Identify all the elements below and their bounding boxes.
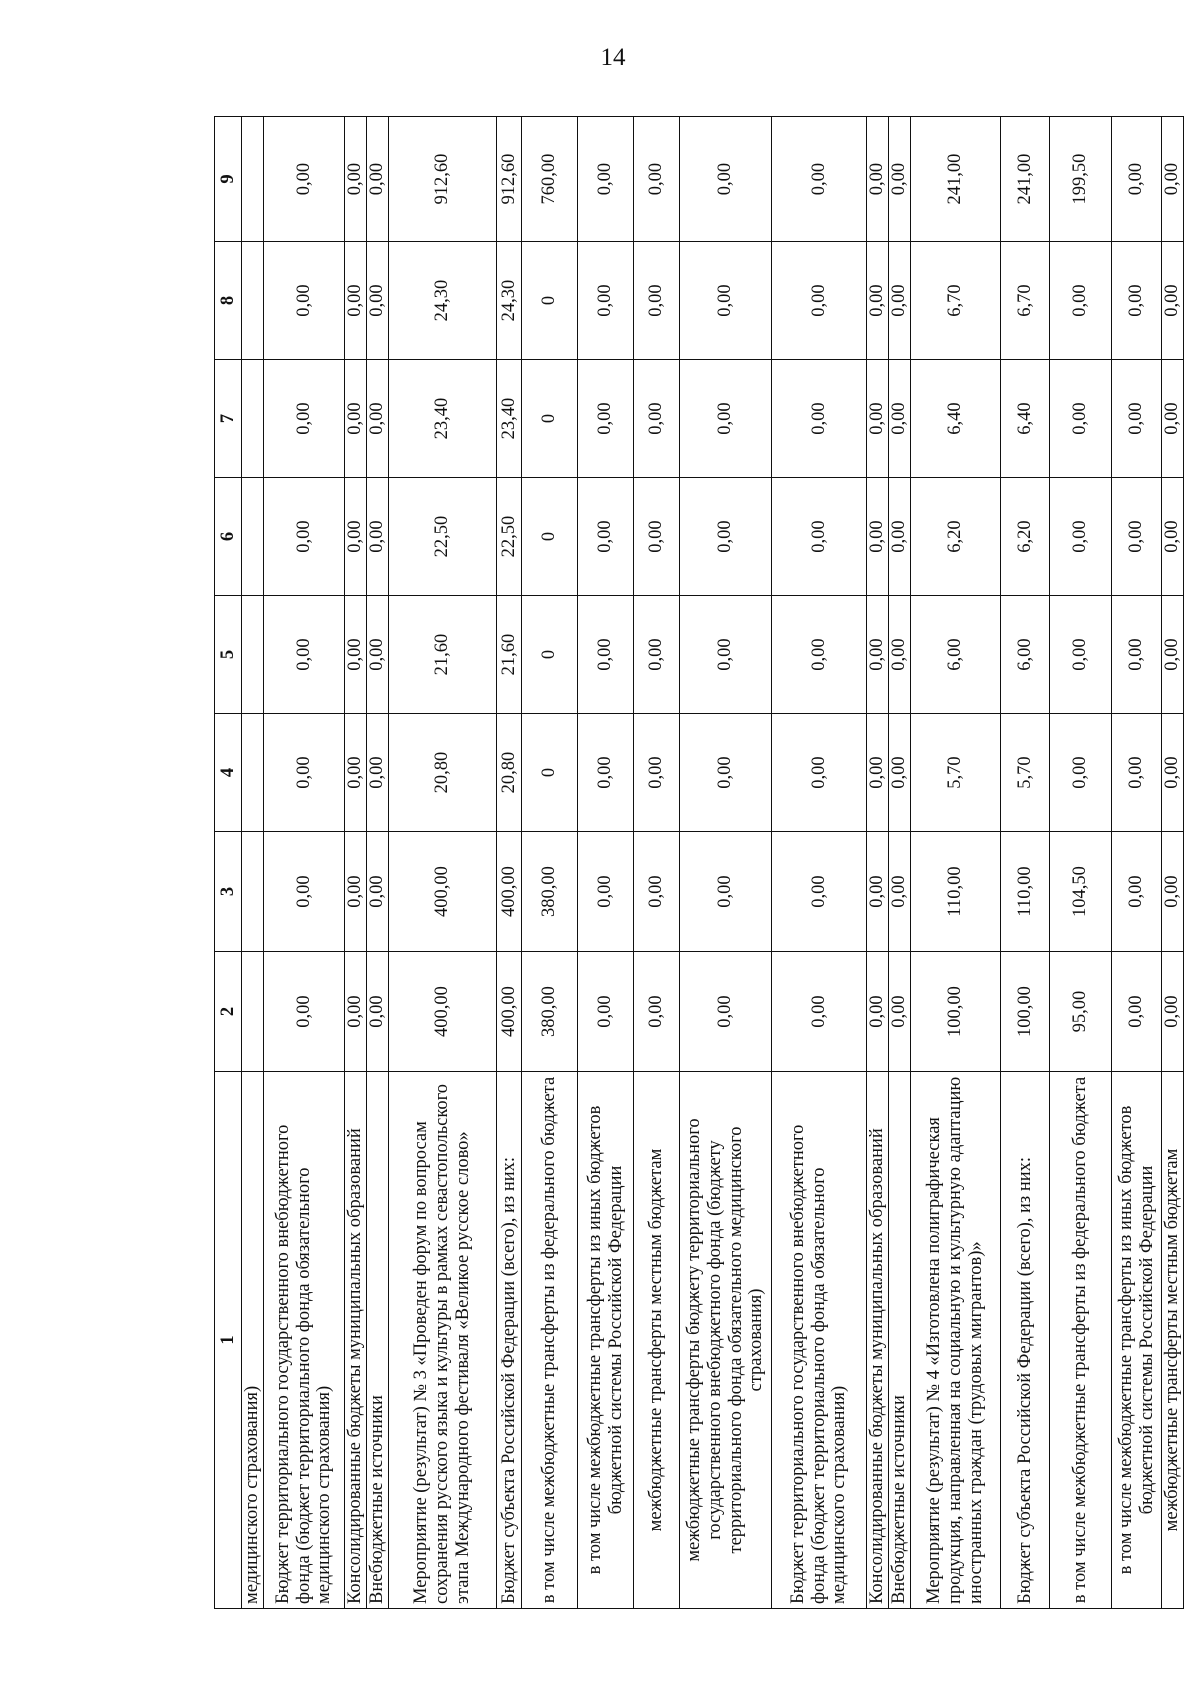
row-label: в том числе межбюджетные трансферты из иных бюджетов бюджетной системы Российской Федерации [1112, 1072, 1162, 1609]
value-cell: 0,00 [634, 478, 680, 596]
value-cell: 0,00 [1112, 242, 1162, 360]
value-cell: 6,70 [911, 242, 1001, 360]
value-cell: 20,80 [497, 714, 522, 832]
column-header: 3 [215, 832, 242, 952]
rotated-table-container [214, 117, 1181, 1609]
value-cell: 0,00 [578, 117, 634, 242]
row-label: в том числе межбюджетные трансферты из иных бюджетов бюджетной системы Российской Федерации [578, 1072, 634, 1609]
value-cell: 104,50 [1050, 832, 1112, 952]
value-cell: 0,00 [1112, 714, 1162, 832]
value-cell: 0,00 [680, 596, 772, 714]
value-cell: 0,00 [345, 478, 367, 596]
value-cell: 0,00 [367, 242, 389, 360]
value-cell: 0,00 [578, 952, 634, 1072]
row-label: Внебюджетные источники [367, 1072, 389, 1609]
value-cell: 6,40 [911, 360, 1001, 478]
value-cell: 0,00 [578, 832, 634, 952]
value-cell: 0,00 [1050, 242, 1112, 360]
budget-table [214, 116, 1184, 1609]
value-cell: 0,00 [680, 832, 772, 952]
value-cell: 23,40 [389, 360, 497, 478]
value-cell: 110,00 [1001, 832, 1050, 952]
table-row [889, 117, 911, 1609]
value-cell: 0,00 [264, 360, 345, 478]
value-cell: 6,00 [911, 596, 1001, 714]
value-cell: 95,00 [1050, 952, 1112, 1072]
value-cell: 0,00 [1162, 832, 1184, 952]
row-label: медицинского страхования) [242, 1072, 264, 1609]
value-cell [242, 714, 264, 832]
value-cell: 6,20 [911, 478, 1001, 596]
value-cell: 0,00 [1112, 117, 1162, 242]
value-cell: 0,00 [634, 952, 680, 1072]
table-row [1112, 117, 1162, 1609]
value-cell: 24,30 [497, 242, 522, 360]
value-cell: 0,00 [889, 596, 911, 714]
value-cell [242, 952, 264, 1072]
row-label: Внебюджетные источники [889, 1072, 911, 1609]
value-cell: 0 [522, 242, 578, 360]
value-cell: 0,00 [367, 832, 389, 952]
column-header: 5 [215, 596, 242, 714]
value-cell: 0,00 [345, 117, 367, 242]
value-cell: 0,00 [1050, 596, 1112, 714]
value-cell: 0,00 [578, 714, 634, 832]
value-cell: 0,00 [634, 360, 680, 478]
row-label: Мероприятие (результат) № 3 «Проведен форум по вопросам сохранения русского языка и культуры в рамках севастопольского этапа Международного фестиваля «Великое русское слово» [389, 1072, 497, 1609]
value-cell: 0,00 [264, 714, 345, 832]
value-cell: 0,00 [1162, 117, 1184, 242]
value-cell: 0,00 [345, 596, 367, 714]
value-cell: 0,00 [1112, 952, 1162, 1072]
value-cell: 0,00 [634, 117, 680, 242]
value-cell: 0,00 [578, 360, 634, 478]
value-cell: 0,00 [867, 117, 889, 242]
table-row [1001, 117, 1050, 1609]
value-cell: 100,00 [911, 952, 1001, 1072]
value-cell [242, 478, 264, 596]
value-cell [242, 242, 264, 360]
value-cell: 912,60 [389, 117, 497, 242]
row-label: Бюджет субъекта Российской Федерации (всего), из них: [1001, 1072, 1050, 1609]
value-cell: 400,00 [389, 952, 497, 1072]
value-cell: 0,00 [1050, 360, 1112, 478]
column-header: 8 [215, 242, 242, 360]
value-cell: 0,00 [680, 242, 772, 360]
value-cell: 0,00 [367, 478, 389, 596]
value-cell: 0,00 [680, 117, 772, 242]
value-cell: 0,00 [578, 242, 634, 360]
table-row [634, 117, 680, 1609]
table-row [680, 117, 772, 1609]
table-row [345, 117, 367, 1609]
value-cell: 0,00 [1112, 596, 1162, 714]
value-cell [242, 360, 264, 478]
value-cell: 0,00 [867, 714, 889, 832]
value-cell: 5,70 [1001, 714, 1050, 832]
value-cell: 0,00 [1112, 478, 1162, 596]
value-cell: 0,00 [889, 952, 911, 1072]
value-cell: 0,00 [772, 714, 867, 832]
column-header: 4 [215, 714, 242, 832]
value-cell: 0,00 [889, 117, 911, 242]
value-cell: 0,00 [1050, 714, 1112, 832]
value-cell: 6,20 [1001, 478, 1050, 596]
table-row [242, 117, 264, 1609]
table-row [389, 117, 497, 1609]
row-label: Бюджет территориального государственного внебюджетного фонда (бюджет территориального фонда обязательного медицинского страхования) [772, 1072, 867, 1609]
row-label: в том числе межбюджетные трансферты из федерального бюджета [522, 1072, 578, 1609]
value-cell: 0,00 [867, 832, 889, 952]
value-cell: 0,00 [367, 596, 389, 714]
value-cell: 0,00 [1162, 360, 1184, 478]
value-cell: 0 [522, 714, 578, 832]
value-cell: 0 [522, 360, 578, 478]
table-row [867, 117, 889, 1609]
value-cell: 0,00 [634, 832, 680, 952]
table-row [1162, 117, 1184, 1609]
page-number: 14 [600, 44, 626, 71]
table-row [497, 117, 522, 1609]
value-cell: 241,00 [911, 117, 1001, 242]
value-cell: 0,00 [367, 117, 389, 242]
value-cell: 199,50 [1050, 117, 1112, 242]
row-label: в том числе межбюджетные трансферты из федерального бюджета [1050, 1072, 1112, 1609]
table-row [578, 117, 634, 1609]
column-header: 2 [215, 952, 242, 1072]
value-cell: 0,00 [264, 478, 345, 596]
value-cell: 0,00 [1162, 714, 1184, 832]
value-cell: 0,00 [367, 360, 389, 478]
value-cell: 0,00 [345, 714, 367, 832]
value-cell: 241,00 [1001, 117, 1050, 242]
row-label: межбюджетные трансферты бюджету территориального государственного внебюджетного фонда (бюджету территориального фонда обязательного медицинского страхования) [680, 1072, 772, 1609]
value-cell: 24,30 [389, 242, 497, 360]
value-cell [242, 832, 264, 952]
column-header: 6 [215, 478, 242, 596]
row-label: Консолидированные бюджеты муниципальных образований [345, 1072, 367, 1609]
value-cell: 0,00 [345, 832, 367, 952]
table-row [1050, 117, 1112, 1609]
value-cell: 760,00 [522, 117, 578, 242]
value-cell: 0 [522, 478, 578, 596]
value-cell: 0,00 [264, 596, 345, 714]
value-cell: 6,70 [1001, 242, 1050, 360]
value-cell: 0,00 [680, 952, 772, 1072]
value-cell: 0,00 [1050, 478, 1112, 596]
value-cell: 0,00 [1162, 596, 1184, 714]
value-cell [242, 596, 264, 714]
table-row [264, 117, 345, 1609]
column-header: 1 [215, 1072, 242, 1609]
value-cell: 0,00 [345, 360, 367, 478]
value-cell: 380,00 [522, 952, 578, 1072]
value-cell: 0,00 [680, 714, 772, 832]
value-cell: 0,00 [264, 242, 345, 360]
value-cell: 0,00 [1162, 952, 1184, 1072]
value-cell: 0,00 [867, 596, 889, 714]
row-label: Консолидированные бюджеты муниципальных образований [867, 1072, 889, 1609]
value-cell: 20,80 [389, 714, 497, 832]
value-cell: 0,00 [578, 596, 634, 714]
value-cell: 0,00 [680, 360, 772, 478]
value-cell: 0,00 [345, 242, 367, 360]
value-cell: 0,00 [889, 832, 911, 952]
value-cell: 0,00 [1162, 242, 1184, 360]
value-cell: 0,00 [264, 117, 345, 242]
value-cell: 0,00 [772, 596, 867, 714]
row-label: Бюджет территориального государственного внебюджетного фонда (бюджет территориального фонда обязательного медицинского страхования) [264, 1072, 345, 1609]
value-cell: 0,00 [345, 952, 367, 1072]
value-cell: 100,00 [1001, 952, 1050, 1072]
value-cell: 5,70 [911, 714, 1001, 832]
value-cell: 0,00 [889, 478, 911, 596]
table-body [242, 117, 1184, 1609]
table-row [367, 117, 389, 1609]
value-cell: 0,00 [1112, 832, 1162, 952]
value-cell: 23,40 [497, 360, 522, 478]
value-cell: 0 [522, 596, 578, 714]
value-cell: 22,50 [389, 478, 497, 596]
row-label: межбюджетные трансферты местным бюджетам [1162, 1072, 1184, 1609]
value-cell: 0,00 [1112, 360, 1162, 478]
value-cell: 912,60 [497, 117, 522, 242]
value-cell: 0,00 [264, 952, 345, 1072]
value-cell: 0,00 [367, 952, 389, 1072]
value-cell: 110,00 [911, 832, 1001, 952]
value-cell: 0,00 [772, 360, 867, 478]
value-cell: 21,60 [389, 596, 497, 714]
value-cell: 0,00 [634, 714, 680, 832]
row-label: межбюджетные трансферты местным бюджетам [634, 1072, 680, 1609]
value-cell: 6,40 [1001, 360, 1050, 478]
value-cell: 0,00 [772, 952, 867, 1072]
value-cell: 0,00 [867, 360, 889, 478]
value-cell: 0,00 [1162, 478, 1184, 596]
row-label: Мероприятие (результат) № 4 «Изготовлена полиграфическая продукция, направленная на социальную и культурную адаптацию иностранных граждан (трудовых мигрантов)» [911, 1072, 1001, 1609]
value-cell: 0,00 [772, 478, 867, 596]
value-cell: 400,00 [389, 832, 497, 952]
value-cell: 0,00 [867, 952, 889, 1072]
value-cell: 0,00 [264, 832, 345, 952]
value-cell: 22,50 [497, 478, 522, 596]
value-cell: 0,00 [367, 714, 389, 832]
value-cell: 0,00 [680, 478, 772, 596]
value-cell: 0,00 [578, 478, 634, 596]
value-cell: 0,00 [634, 596, 680, 714]
value-cell: 0,00 [772, 242, 867, 360]
header-row [215, 117, 242, 1609]
value-cell: 380,00 [522, 832, 578, 952]
value-cell: 400,00 [497, 832, 522, 952]
value-cell: 0,00 [867, 478, 889, 596]
table-row [772, 117, 867, 1609]
value-cell [242, 117, 264, 242]
table-row [911, 117, 1001, 1609]
value-cell: 400,00 [497, 952, 522, 1072]
value-cell: 21,60 [497, 596, 522, 714]
table-row [522, 117, 578, 1609]
value-cell: 0,00 [772, 832, 867, 952]
column-header: 7 [215, 360, 242, 478]
value-cell: 6,00 [1001, 596, 1050, 714]
value-cell: 0,00 [634, 242, 680, 360]
value-cell: 0,00 [772, 117, 867, 242]
row-label: Бюджет субъекта Российской Федерации (всего), из них: [497, 1072, 522, 1609]
value-cell: 0,00 [889, 360, 911, 478]
value-cell: 0,00 [889, 242, 911, 360]
value-cell: 0,00 [867, 242, 889, 360]
value-cell: 0,00 [889, 714, 911, 832]
column-header: 9 [215, 117, 242, 242]
